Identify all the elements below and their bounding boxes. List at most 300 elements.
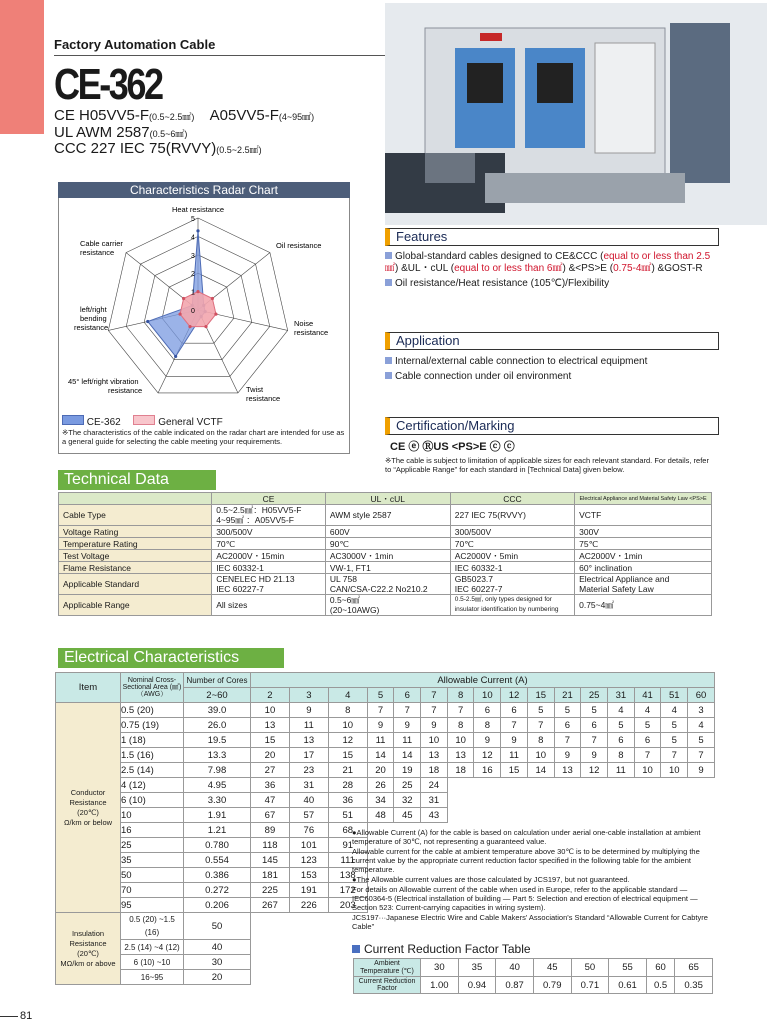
radar-chart-title: Characteristics Radar Chart bbox=[58, 182, 350, 198]
ec-ins-size: 6 (10) ~10 bbox=[121, 955, 184, 970]
ec-row bbox=[56, 733, 715, 748]
ec-current-cell: 9 bbox=[421, 718, 448, 733]
ec-empty-cell bbox=[661, 808, 688, 823]
ec-current-cell: 145 bbox=[251, 853, 290, 868]
ec-empty-cell bbox=[501, 808, 528, 823]
application-item bbox=[385, 371, 715, 383]
application-text: Internal/external cable connection to electrical equipment bbox=[395, 356, 648, 367]
tech-cell: 70℃ bbox=[212, 538, 326, 550]
tech-row bbox=[59, 526, 712, 538]
ec-current-cell: 11 bbox=[367, 733, 394, 748]
feature-text: equal to or less than 2.5㎟ bbox=[385, 251, 711, 274]
bullet-icon bbox=[385, 357, 392, 364]
tech-row bbox=[59, 538, 712, 550]
ec-current-cell: 57 bbox=[289, 808, 328, 823]
ec-core-count: 10 bbox=[474, 688, 501, 703]
tech-cell: 0.5~2.5㎟：H05VV5-F 4~95㎟ ：A05VV5-F bbox=[212, 505, 326, 526]
product-model: CE-362 bbox=[54, 60, 162, 109]
radar-axis-label: Noise resistance bbox=[294, 319, 329, 337]
ec-size-cell: 10 bbox=[121, 808, 184, 823]
reduction-cell: 1.00 bbox=[421, 977, 459, 994]
ec-current-cell: 14 bbox=[394, 748, 421, 763]
page-number-rule bbox=[0, 1016, 18, 1017]
ec-core-count: 3 bbox=[289, 688, 328, 703]
ec-item-header: Item bbox=[56, 673, 121, 703]
ec-current-cell: 9 bbox=[501, 733, 528, 748]
ec-size-cell: 35 bbox=[121, 853, 184, 868]
ec-area-header: Nominal Cross-Sectional Area (㎟)（AWG） bbox=[121, 673, 184, 703]
radar-tick-label: 5 bbox=[191, 216, 195, 223]
ec-core-count: 15 bbox=[527, 688, 554, 703]
features-heading: Features bbox=[385, 228, 719, 246]
radar-point bbox=[196, 290, 199, 293]
technical-data-heading: Technical Data bbox=[58, 470, 216, 490]
ec-size-cell: 95 bbox=[121, 898, 184, 913]
ec-current-cell: 5 bbox=[527, 703, 554, 718]
ec-current-cell: 12 bbox=[581, 763, 608, 778]
standard-line bbox=[54, 107, 314, 124]
standard-range: (0.5~6㎟) bbox=[149, 129, 188, 139]
ec-current-cell: 3 bbox=[688, 703, 715, 718]
ec-resistance-cell: 0.272 bbox=[184, 883, 251, 898]
ec-current-cell: 7 bbox=[501, 718, 528, 733]
ec-current-cell: 172 bbox=[328, 883, 367, 898]
tech-cell: 0.5~6㎟ (20~10AWG) bbox=[325, 595, 450, 616]
certification-note: ※The cable is subject to limitation of applicable sizes for each relevant standard. For details, refer to “Applicable Range” for each standard in [Technical Data] given below. bbox=[385, 456, 709, 474]
ec-current-cell: 10 bbox=[328, 718, 367, 733]
ec-empty-cell bbox=[474, 808, 501, 823]
ec-current-cell: 19 bbox=[394, 763, 421, 778]
ec-empty-cell bbox=[661, 793, 688, 808]
ec-conductor-label: Conductor Resistance (20℃) Ω/km or below bbox=[56, 703, 121, 913]
ec-current-cell: 47 bbox=[251, 793, 290, 808]
machine-tool-photo bbox=[385, 3, 767, 225]
bullet-icon bbox=[385, 372, 392, 379]
tech-row-label: Temperature Rating bbox=[59, 538, 212, 550]
reduction-row-label: Current Reduction Factor bbox=[354, 977, 421, 994]
tech-cell: AWM style 2587 bbox=[325, 505, 450, 526]
reduction-cell: 0.71 bbox=[571, 977, 609, 994]
tech-cell: VCTF bbox=[575, 505, 712, 526]
ec-empty-cell bbox=[634, 808, 661, 823]
ec-allowable-header: Allowable Current (A) bbox=[251, 673, 715, 688]
ec-current-cell: 7 bbox=[688, 748, 715, 763]
feature-text: 0.75-4㎟ bbox=[613, 263, 652, 274]
electrical-note: Allowable current for the cable at ambient temperature above 30℃ is to be determined by multiplying the current value by the appropriate current reduction factor specified in the following table for the ambient temperature. bbox=[352, 847, 700, 874]
radar-point bbox=[182, 297, 185, 300]
reduction-cell: 0.61 bbox=[609, 977, 647, 994]
reduction-heading bbox=[352, 942, 531, 956]
reduction-cell: 0.94 bbox=[458, 977, 496, 994]
ec-resistance-cell: 0.554 bbox=[184, 853, 251, 868]
ec-current-cell: 11 bbox=[608, 763, 635, 778]
ec-current-cell: 8 bbox=[328, 703, 367, 718]
ec-current-cell: 10 bbox=[634, 763, 661, 778]
ec-header-row bbox=[56, 673, 715, 688]
ec-empty-cell bbox=[527, 808, 554, 823]
legend-swatch-vctf bbox=[133, 415, 155, 425]
standard-name: UL AWM 2587 bbox=[54, 124, 150, 141]
feature-text: Oil resistance/Heat resistance (105℃)/Flexibility bbox=[395, 278, 610, 289]
ec-current-cell: 6 bbox=[501, 703, 528, 718]
ec-ins-value: 30 bbox=[184, 955, 251, 970]
radar-tick-label: 1 bbox=[191, 289, 195, 297]
ec-empty-cell bbox=[688, 793, 715, 808]
ec-empty-cell bbox=[527, 778, 554, 793]
ec-current-cell: 91 bbox=[328, 838, 367, 853]
ec-core-count: 51 bbox=[661, 688, 688, 703]
ec-ins-value: 20 bbox=[184, 970, 251, 985]
ec-resistance-cell: 1.91 bbox=[184, 808, 251, 823]
radar-point bbox=[146, 320, 149, 323]
tech-cell: IEC 60332-1 bbox=[212, 562, 326, 574]
ec-current-cell: 17 bbox=[289, 748, 328, 763]
ec-current-cell: 20 bbox=[251, 748, 290, 763]
ec-current-cell: 36 bbox=[328, 793, 367, 808]
ec-current-cell: 32 bbox=[394, 793, 421, 808]
ec-current-cell: 9 bbox=[688, 763, 715, 778]
reduction-row-label: Ambient Temperature (℃) bbox=[354, 959, 421, 977]
reduction-cell: 55 bbox=[609, 959, 647, 977]
tech-cell: GB5023.7 IEC 60227-7 bbox=[450, 574, 574, 595]
ec-current-cell: 123 bbox=[289, 853, 328, 868]
tech-row bbox=[59, 574, 712, 595]
tech-header-row bbox=[59, 493, 712, 505]
ec-empty-cell bbox=[501, 793, 528, 808]
ec-size-cell: 50 bbox=[121, 868, 184, 883]
title-rule bbox=[54, 55, 386, 56]
ec-current-cell: 153 bbox=[289, 868, 328, 883]
tech-header-cell bbox=[59, 493, 212, 505]
radar-axis-label: left/right bending resistance bbox=[74, 305, 109, 332]
ec-empty-cell bbox=[608, 778, 635, 793]
tech-cell: 70℃ bbox=[450, 538, 574, 550]
ec-current-cell: 7 bbox=[554, 733, 581, 748]
ec-row bbox=[56, 808, 715, 823]
ec-empty-cell bbox=[608, 808, 635, 823]
feature-item bbox=[385, 251, 715, 275]
reduction-cell: 35 bbox=[458, 959, 496, 977]
ec-row bbox=[56, 718, 715, 733]
ec-empty-cell bbox=[634, 793, 661, 808]
ec-current-cell: 7 bbox=[394, 703, 421, 718]
tech-cell: 227 IEC 75(RVVY) bbox=[450, 505, 574, 526]
ec-current-cell: 45 bbox=[394, 808, 421, 823]
ec-current-cell: 12 bbox=[328, 733, 367, 748]
ec-empty-cell bbox=[447, 778, 474, 793]
radar-point bbox=[204, 325, 207, 328]
feature-text: ) &<PS>E ( bbox=[562, 263, 614, 274]
ec-resistance-cell: 19.5 bbox=[184, 733, 251, 748]
ec-size-cell: 0.75 (19) bbox=[121, 718, 184, 733]
ec-resistance-cell: 0.206 bbox=[184, 898, 251, 913]
ec-resistance-cell: 3.30 bbox=[184, 793, 251, 808]
ec-current-cell: 7 bbox=[447, 703, 474, 718]
ec-current-cell: 118 bbox=[251, 838, 290, 853]
ec-core-count: 31 bbox=[608, 688, 635, 703]
certification-heading: Certification/Marking bbox=[385, 417, 719, 435]
ec-current-cell: 7 bbox=[367, 703, 394, 718]
tech-cell: Electrical Appliance and Material Safety Law bbox=[575, 574, 712, 595]
ec-current-cell: 225 bbox=[251, 883, 290, 898]
ec-size-cell: 0.5 (20) bbox=[121, 703, 184, 718]
standard-range: (0.5~2.5㎟) bbox=[216, 145, 262, 155]
radar-series-vctf bbox=[180, 289, 216, 327]
ec-core-count: 60 bbox=[688, 688, 715, 703]
tech-row bbox=[59, 595, 712, 616]
tech-cell: 300/500V bbox=[450, 526, 574, 538]
ec-current-cell: 26 bbox=[367, 778, 394, 793]
ec-size-cell: 70 bbox=[121, 883, 184, 898]
ec-size-cell: 1 (18) bbox=[121, 733, 184, 748]
reduction-cell: 0.5 bbox=[646, 977, 674, 994]
ec-core-count: 7 bbox=[421, 688, 448, 703]
ec-current-cell: 76 bbox=[289, 823, 328, 838]
tech-header-cell: CE bbox=[212, 493, 326, 505]
ec-core-count: 6 bbox=[394, 688, 421, 703]
ec-empty-cell bbox=[581, 793, 608, 808]
technical-data-table bbox=[58, 492, 712, 616]
radar-chart bbox=[58, 198, 350, 410]
ec-current-cell: 51 bbox=[328, 808, 367, 823]
reduction-cell: 50 bbox=[571, 959, 609, 977]
ec-current-cell: 14 bbox=[367, 748, 394, 763]
ec-empty-cell bbox=[447, 793, 474, 808]
ec-core-count: 5 bbox=[367, 688, 394, 703]
ec-current-cell: 11 bbox=[501, 748, 528, 763]
ec-current-cell: 9 bbox=[581, 748, 608, 763]
ec-ins-size: 2.5 (14) ~4 (12) bbox=[121, 940, 184, 955]
ec-current-cell: 13 bbox=[447, 748, 474, 763]
ec-current-cell: 13 bbox=[554, 763, 581, 778]
ec-current-cell: 4 bbox=[634, 703, 661, 718]
ec-current-cell: 8 bbox=[608, 748, 635, 763]
reduction-cell: 65 bbox=[675, 959, 713, 977]
ec-size-cell: 1.5 (16) bbox=[121, 748, 184, 763]
ec-current-cell: 226 bbox=[289, 898, 328, 913]
ec-current-cell: 7 bbox=[661, 748, 688, 763]
ec-current-cell: 67 bbox=[251, 808, 290, 823]
tech-cell: 300/500V bbox=[212, 526, 326, 538]
ec-ins-value: 50 bbox=[184, 913, 251, 940]
ec-insulation-label: Insulation Resistance (20℃) MΩ/km or above bbox=[56, 913, 121, 985]
standard-line bbox=[54, 140, 262, 157]
ec-empty-cell bbox=[554, 808, 581, 823]
radar-axis-label: Cable carrier resistance bbox=[80, 239, 123, 257]
ec-current-cell: 89 bbox=[251, 823, 290, 838]
application-heading: Application bbox=[385, 332, 719, 350]
ec-core-count: 21 bbox=[554, 688, 581, 703]
radar-note: ※The characteristics of the cable indicated on the radar chart are intended for use as a general guide for selecting the cable meeting your requirements. bbox=[62, 428, 345, 446]
reduction-row bbox=[354, 959, 713, 977]
ec-empty-cell bbox=[581, 808, 608, 823]
tech-row-label: Voltage Rating bbox=[59, 526, 212, 538]
ec-empty-cell bbox=[661, 778, 688, 793]
ec-current-cell: 43 bbox=[421, 808, 448, 823]
reduction-cell: 40 bbox=[496, 959, 534, 977]
radar-axis-label: Twist resistance bbox=[246, 385, 281, 403]
ec-current-cell: 9 bbox=[289, 703, 328, 718]
ec-current-cell: 20 bbox=[367, 763, 394, 778]
reduction-title: Current Reduction Factor Table bbox=[364, 942, 531, 956]
ec-empty-cell bbox=[501, 778, 528, 793]
radar-point bbox=[211, 297, 214, 300]
tech-cell: IEC 60332-1 bbox=[450, 562, 574, 574]
ec-current-cell: 15 bbox=[328, 748, 367, 763]
tech-row bbox=[59, 562, 712, 574]
ec-current-cell: 10 bbox=[527, 748, 554, 763]
ec-current-cell: 23 bbox=[289, 763, 328, 778]
ec-current-cell: 111 bbox=[328, 853, 367, 868]
tech-row-label: Applicable Range bbox=[59, 595, 212, 616]
ec-empty-cell bbox=[581, 778, 608, 793]
ec-empty-cell bbox=[527, 793, 554, 808]
certification-marks: CE ⓔ ⓇUS <PS>E ⓒ ⓒ bbox=[390, 441, 515, 453]
ec-current-cell: 13 bbox=[251, 718, 290, 733]
ec-current-cell: 5 bbox=[661, 718, 688, 733]
ec-empty-cell bbox=[474, 793, 501, 808]
radar-axis-label: 45° left/right vibration resistance bbox=[68, 377, 143, 395]
ec-current-cell: 181 bbox=[251, 868, 290, 883]
ec-current-cell: 14 bbox=[527, 763, 554, 778]
tech-cell: 90℃ bbox=[325, 538, 450, 550]
tech-header-cell: UL・cUL bbox=[325, 493, 450, 505]
radar-point bbox=[214, 312, 217, 315]
ec-row bbox=[56, 763, 715, 778]
tech-cell: VW-1, FT1 bbox=[325, 562, 450, 574]
ec-current-cell: 9 bbox=[367, 718, 394, 733]
ec-core-count: 8 bbox=[447, 688, 474, 703]
ec-current-cell: 9 bbox=[394, 718, 421, 733]
ec-core-count: 41 bbox=[634, 688, 661, 703]
feature-text: ) &UL・cUL ( bbox=[395, 263, 455, 274]
ec-current-cell: 31 bbox=[421, 793, 448, 808]
ec-current-cell: 10 bbox=[251, 703, 290, 718]
reduction-table bbox=[353, 958, 713, 994]
radar-tick-label: 4 bbox=[191, 234, 195, 242]
tech-cell: 75℃ bbox=[575, 538, 712, 550]
ec-current-cell: 6 bbox=[608, 733, 635, 748]
ec-current-cell: 5 bbox=[688, 733, 715, 748]
tech-cell: CENELEC HD 21.13 IEC 60227-7 bbox=[212, 574, 326, 595]
ec-current-cell: 16 bbox=[474, 763, 501, 778]
tech-row-label: Applicable Standard bbox=[59, 574, 212, 595]
ec-current-cell: 4 bbox=[688, 718, 715, 733]
ec-current-cell: 267 bbox=[251, 898, 290, 913]
ec-current-cell: 28 bbox=[328, 778, 367, 793]
ec-current-cell: 10 bbox=[421, 733, 448, 748]
tech-cell: All sizes bbox=[212, 595, 326, 616]
ec-size-cell: 4 (12) bbox=[121, 778, 184, 793]
tech-cell: AC3000V・1min bbox=[325, 550, 450, 562]
ec-current-cell: 40 bbox=[289, 793, 328, 808]
reduction-cell: 60 bbox=[646, 959, 674, 977]
reduction-cell: 0.35 bbox=[675, 977, 713, 994]
electrical-heading: Electrical Characteristics bbox=[58, 648, 284, 668]
ec-current-cell: 31 bbox=[289, 778, 328, 793]
page-number: 81 bbox=[20, 1010, 33, 1022]
ec-current-cell: 5 bbox=[608, 718, 635, 733]
ec-current-cell: 15 bbox=[501, 763, 528, 778]
ec-current-cell: 6 bbox=[634, 733, 661, 748]
legend-label-ce362: CE-362 bbox=[86, 417, 121, 428]
ec-resistance-cell: 4.95 bbox=[184, 778, 251, 793]
ec-current-cell: 7 bbox=[421, 703, 448, 718]
ec-core-count: 25 bbox=[581, 688, 608, 703]
ec-core-count: 4 bbox=[328, 688, 367, 703]
ec-current-cell: 48 bbox=[367, 808, 394, 823]
ec-size-cell: 2.5 (14) bbox=[121, 763, 184, 778]
ec-resistance-cell: 13.3 bbox=[184, 748, 251, 763]
ec-current-cell: 24 bbox=[421, 778, 448, 793]
ec-current-cell: 68 bbox=[328, 823, 367, 838]
radar-point bbox=[178, 312, 181, 315]
ec-resistance-cell: 26.0 bbox=[184, 718, 251, 733]
ec-current-cell: 21 bbox=[328, 763, 367, 778]
tech-cell: UL 758 CAN/CSA-C22.2 No210.2 bbox=[325, 574, 450, 595]
ec-row bbox=[56, 793, 715, 808]
ec-current-cell: 8 bbox=[527, 733, 554, 748]
section-color-tab bbox=[0, 0, 44, 134]
ec-current-cell: 191 bbox=[289, 883, 328, 898]
tech-cell: 600V bbox=[325, 526, 450, 538]
ec-empty-cell bbox=[474, 778, 501, 793]
ec-empty-cell bbox=[634, 778, 661, 793]
ec-current-cell: 4 bbox=[661, 703, 688, 718]
ec-current-cell: 4 bbox=[608, 703, 635, 718]
radar-axis-label: Heat resistance bbox=[171, 205, 225, 214]
ec-current-cell: 18 bbox=[421, 763, 448, 778]
electrical-note: For details on Allowable current of the cable when used in Europe, refer to the applicable standard — IEC60364-5 (Electrical installation of building — Part 5: Selection and erection of electrical equipment — Section 523: Current-carrying capacities in wiring system). bbox=[352, 885, 698, 912]
application-text: Cable connection under oil environment bbox=[395, 371, 572, 382]
ec-size-cell: 25 bbox=[121, 838, 184, 853]
ec-empty-cell bbox=[688, 778, 715, 793]
bullet-icon bbox=[385, 252, 392, 259]
ec-empty-cell bbox=[688, 808, 715, 823]
tech-row-label: Cable Type bbox=[59, 505, 212, 526]
ec-current-cell: 10 bbox=[661, 763, 688, 778]
ec-core-count: 12 bbox=[501, 688, 528, 703]
ec-current-cell: 7 bbox=[527, 718, 554, 733]
ec-current-cell: 8 bbox=[447, 718, 474, 733]
radar-point bbox=[188, 325, 191, 328]
tech-cell: 300V bbox=[575, 526, 712, 538]
tech-row-label: Flame Resistance bbox=[59, 562, 212, 574]
radar-tick-label: 0 bbox=[191, 308, 195, 315]
ec-current-cell: 101 bbox=[289, 838, 328, 853]
ec-empty-cell bbox=[554, 793, 581, 808]
ec-current-cell: 6 bbox=[581, 718, 608, 733]
ec-current-cell: 9 bbox=[474, 733, 501, 748]
electrical-note: ●Allowable Current (A) for the cable is based on calculation under aerial one-cable installation at ambient temperature of 30℃, not representing a guaranteed value. bbox=[352, 828, 701, 846]
ec-current-cell: 34 bbox=[367, 793, 394, 808]
standard-range: (0.5~2.5㎟) bbox=[149, 112, 195, 122]
electrical-note: JCS197···Japanese Electric Wire and Cable Makers' Association's Standard “Allowable Current for Cabtyre Cable” bbox=[352, 913, 708, 931]
page-subtitle: Factory Automation Cable bbox=[54, 37, 216, 52]
ec-current-cell: 11 bbox=[394, 733, 421, 748]
radar-tick-label: 3 bbox=[191, 252, 195, 260]
ec-ins-size: 0.5 (20) ~1.5 (16) bbox=[121, 913, 184, 940]
ec-current-cell: 27 bbox=[251, 763, 290, 778]
standard-line bbox=[54, 124, 187, 141]
ec-current-cell: 8 bbox=[474, 718, 501, 733]
ec-resistance-cell: 0.386 bbox=[184, 868, 251, 883]
tech-row bbox=[59, 550, 712, 562]
tech-header-cell: CCC bbox=[450, 493, 574, 505]
ec-row bbox=[56, 748, 715, 763]
ec-current-cell: 5 bbox=[581, 703, 608, 718]
ec-resistance-cell: 1.21 bbox=[184, 823, 251, 838]
